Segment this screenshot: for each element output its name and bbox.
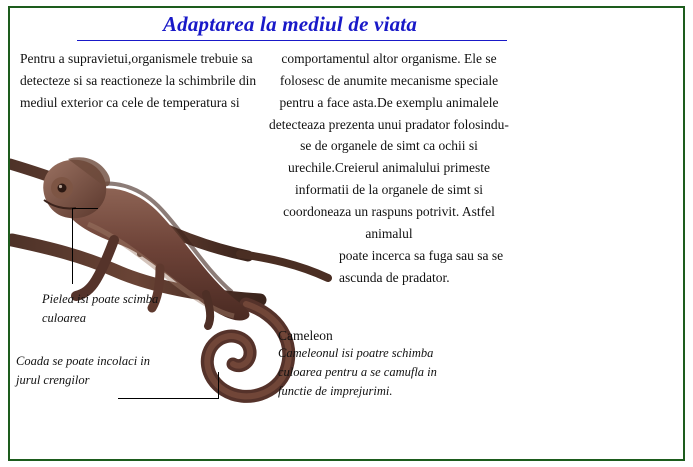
caption-skin: Pielea isi poate scimba culoarea [42,292,159,325]
leader-line-skin-horizontal [72,208,98,209]
caption-subject-name: Cameleon [278,328,333,343]
body-text-left-column: Pentru a supravietui,organismele trebuie sa detecteze si sa reactioneze la schimbrile din mediul exterior ca cele de temperatura si [20,51,257,110]
leader-line-tail-horizontal [118,398,218,399]
caption-subject-description: Cameleonul isi poatre schimba culoarea pentru a se camufla in functie de imprejurimi. [278,346,437,398]
body-text-right-part2: poate incerca sa fuga sau sa se ascunda de pradator. [339,247,504,285]
body-text-right-part1: comportamentul altor organisme. Ele se folosesc de anumite mecanisme speciale pentru a face asta.De exemplu animalele detecteaza prezenta unui pradator folosindu-se de organele de simt ca ochii si urechile.Creierul animalului primeste informatii de la organele de simt si coordoneaza un raspuns potrivit. Astfel animalul [269,51,509,241]
leader-line-tail-vertical [218,372,219,399]
title-underline [77,40,507,41]
leader-line-skin-vertical [72,208,73,284]
page-title: Adaptarea la mediul de viata [162,12,418,36]
caption-tail: Coada se poate incolaci in jurul crengilor [16,354,151,387]
